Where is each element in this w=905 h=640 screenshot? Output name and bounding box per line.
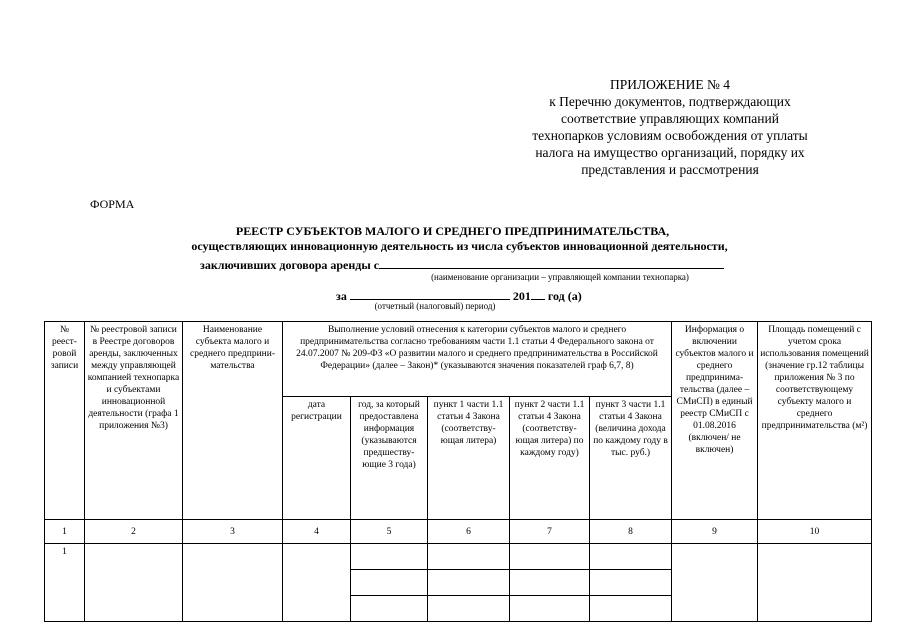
- column-number: 10: [758, 520, 872, 544]
- appendix-line: налога на имущество организаций, порядку их: [535, 145, 805, 160]
- column-number: 1: [45, 520, 85, 544]
- column-number: 7: [510, 520, 590, 544]
- header-sme-registry-info: Информация о включении субъектов малого и среднего предпринима-тельства (далее – СМиСП) в единый реестр СМиСП с 01.08.2016 (включен/ не включен): [672, 322, 758, 520]
- table-row: [45, 544, 872, 570]
- period-caption: (отчетный (налоговый) период): [374, 301, 496, 311]
- appendix-line: соответствие управляющих компаний: [561, 111, 779, 126]
- column-number: 3: [183, 520, 283, 544]
- table-cell: [85, 544, 183, 622]
- period-prefix: за: [336, 289, 347, 303]
- registry-table: [44, 321, 872, 622]
- forma-label: ФОРМА: [90, 197, 135, 211]
- header-record-number: № реест-ровой записи: [45, 322, 85, 520]
- table-cell: [351, 596, 428, 622]
- period-suffix: год (а): [547, 289, 582, 303]
- appendix-block: [500, 76, 840, 178]
- header-lease-registry-number: № реестровой записи в Реестре договоров аренды, заключенных между управляющей компанией технопарка и субъектами инновационной деятельности (графа 1 приложения №3): [85, 322, 183, 520]
- header-sme-conditions: Выполнение условий отнесения к категории субъектов малого и среднего предпринимательства согласно требованиям части 1.1 статьи 4 Федерального закона от 24.07.2007 № 209-ФЗ «О развитии малого и среднего предпринимательства в Российской Федерации» (далее – Закон)* (указываются значения показателей граф 6,7, 8): [283, 322, 672, 397]
- appendix-line: представления и рассмотрения: [581, 162, 759, 177]
- lessor-label: заключивших договора аренды с: [200, 258, 380, 272]
- table-cell: [590, 596, 672, 622]
- lessor-blank: [379, 256, 724, 269]
- table-cell: [428, 596, 510, 622]
- table-cell: [428, 544, 510, 570]
- column-number: 4: [283, 520, 351, 544]
- period-year: 201: [512, 289, 531, 303]
- table-cell: [510, 570, 590, 596]
- table-cell: [758, 544, 872, 622]
- document-title: [0, 224, 905, 254]
- table-cell: [183, 544, 283, 622]
- header-entity-name: Наименование субъекта малого и среднего предприни-мательства: [183, 322, 283, 520]
- appendix-line: технопарков условиям освобождения от уплаты: [532, 128, 808, 143]
- year-blank: [531, 287, 545, 300]
- table-cell: [590, 570, 672, 596]
- row-number: 1: [45, 544, 85, 622]
- column-number: 6: [428, 520, 510, 544]
- header-clause-1: пункт 1 части 1.1 статьи 4 Закона (соответству-ющая литера): [428, 397, 510, 520]
- period-blank: [350, 287, 510, 300]
- header-reporting-year: год, за который предоставлена информация (указываются предшеству-ющие 3 года): [351, 397, 428, 520]
- lessor-caption: (наименование организации – управляющей компании технопарка): [431, 272, 689, 282]
- table-cell: [590, 544, 672, 570]
- header-registration-date: дата регистрации: [283, 397, 351, 520]
- header-clause-3: пункт 3 части 1.1 статьи 4 Закона (величина дохода по каждому году в тыс. руб.): [590, 397, 672, 520]
- table-cell: [510, 544, 590, 570]
- column-number: 2: [85, 520, 183, 544]
- table-cell: [283, 544, 351, 622]
- table-cell: [351, 570, 428, 596]
- lessor-line: [200, 256, 724, 273]
- column-number: 5: [351, 520, 428, 544]
- column-number: 8: [590, 520, 672, 544]
- appendix-line: к Перечню документов, подтверждающих: [549, 94, 791, 109]
- appendix-line: ПРИЛОЖЕНИЕ № 4: [609, 77, 731, 92]
- title-line-2: осуществляющих инновационную деятельность из числа субъектов инновационной деятельности,: [191, 239, 728, 253]
- header-premises-area: Площадь помещений с учетом срока использования помещений (значение гр.12 таблицы приложения № 3 по соответствующему субъекту малого и среднего предпринимательства (м²): [758, 322, 872, 520]
- column-number: 9: [672, 520, 758, 544]
- table-cell: [351, 544, 428, 570]
- table-cell: [428, 570, 510, 596]
- table-cell: [672, 544, 758, 622]
- header-clause-2: пункт 2 части 1.1 статьи 4 Закона (соответству-ющая литера) по каждому году): [510, 397, 590, 520]
- table-cell: [510, 596, 590, 622]
- title-line-1: РЕЕСТР СУБЪЕКТОВ МАЛОГО И СРЕДНЕГО ПРЕДПРИНИМАТЕЛЬСТВА,: [235, 224, 670, 238]
